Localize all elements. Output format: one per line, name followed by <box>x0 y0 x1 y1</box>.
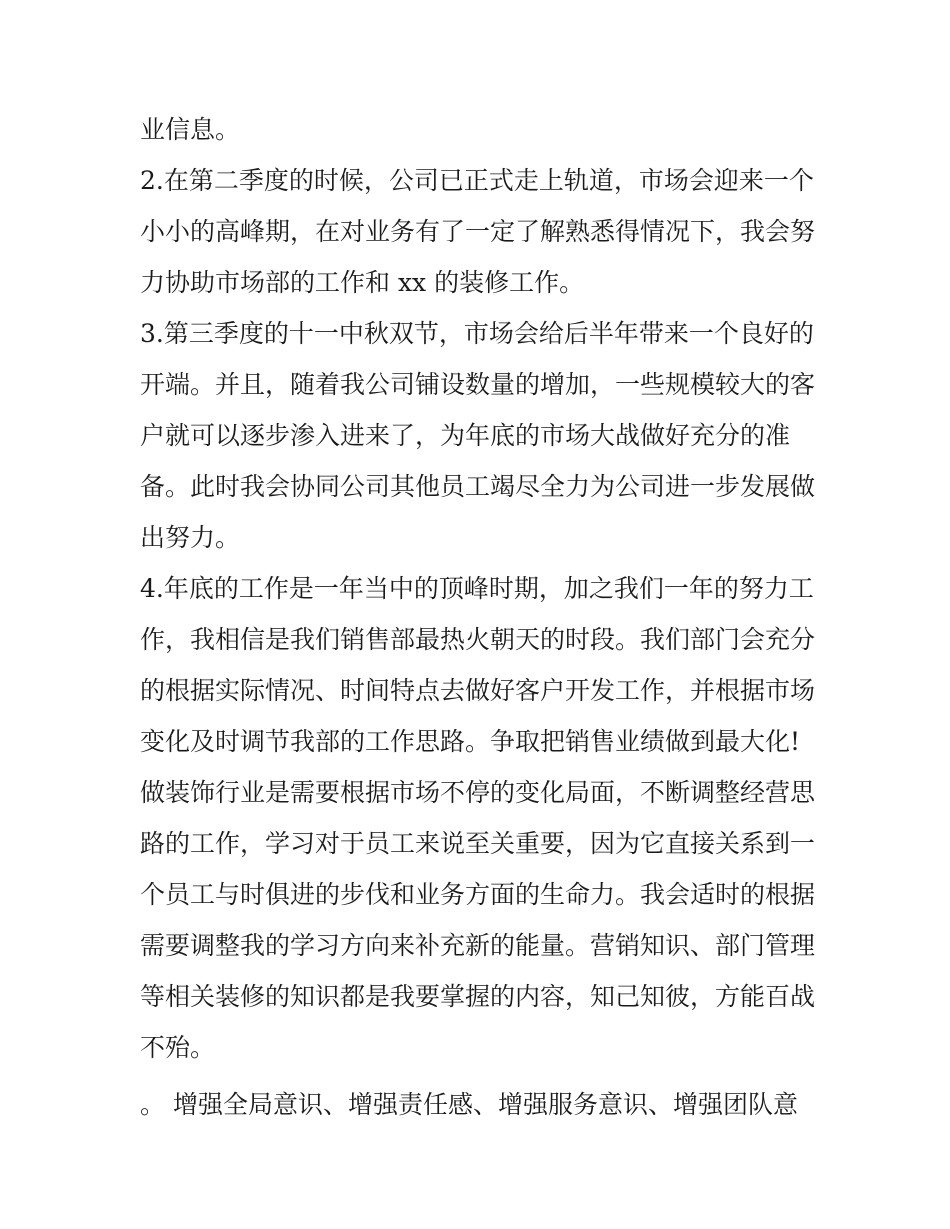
text-line: 个员工与时俱进的步伐和业务方面的生命力。我会适时的根据 <box>140 880 816 909</box>
text-line: 。 增强全局意识、增强责任感、增强服务意识、增强团队意 <box>140 1090 798 1119</box>
text-line: 开端。并且，随着我公司铺设数量的增加，一些规模较大的客 <box>140 370 816 399</box>
text-line: 户就可以逐步渗入进来了，为年底的市场大战做好充分的准 <box>140 421 791 450</box>
text-line: 变化及时调节我部的工作思路。争取把销售业绩做到最大化! <box>140 727 801 756</box>
text-line: 备。此时我会协同公司其他员工竭尽全力为公司进一步发展做 <box>140 472 816 501</box>
text-line: 不殆。 <box>140 1033 216 1062</box>
text-line: 作，我相信是我们销售部最热火朝天的时段。我们部门会充分 <box>140 625 816 654</box>
text-line: 等相关装修的知识都是我要掌握的内容，知己知彼，方能百战 <box>140 982 816 1011</box>
text-line: 2.在第二季度的时候，公司已正式走上轨道，市场会迎来一个 <box>140 166 814 195</box>
text-line: 力协助市场部的工作和 xx 的装修工作。 <box>140 268 585 297</box>
text-line: 小小的高峰期，在对业务有了一定了解熟悉得情况下，我会努 <box>140 217 816 246</box>
text-line: 出努力。 <box>140 523 241 552</box>
text-line: 3.第三季度的十一中秋双节，市场会给后半年带来一个良好的 <box>140 319 814 348</box>
text-line: 路的工作，学习对于员工来说至关重要，因为它直接关系到一 <box>140 829 816 858</box>
text-line: 需要调整我的学习方向来补充新的能量。营销知识、部门管理 <box>140 931 816 960</box>
text-line: 的根据实际情况、时间特点去做好客户开发工作，并根据市场 <box>140 676 816 705</box>
text-line: 做装饰行业是需要根据市场不停的变化局面，不断调整经营思 <box>140 778 816 807</box>
body-text <box>140 104 820 1130</box>
text-line: 4.年底的工作是一年当中的顶峰时期，加之我们一年的努力工 <box>140 574 814 603</box>
text-line: 业信息。 <box>140 115 241 144</box>
